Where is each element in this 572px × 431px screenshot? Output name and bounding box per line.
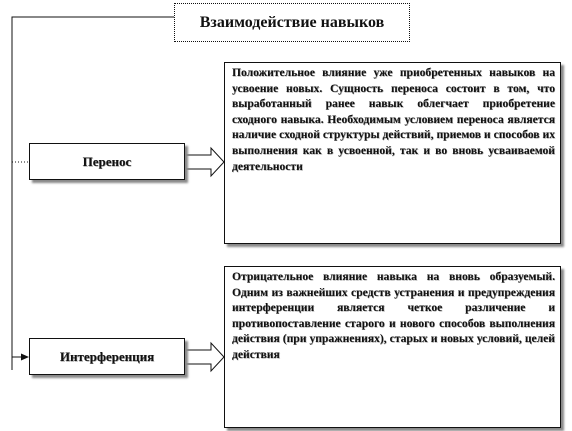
block-arrow-interference <box>185 343 224 371</box>
interference-description-box: Отрицательное влияние навыка на вновь образуемый. Одним из важнейших средств устранения и предупреждения интерференции является четкое различение и противопоставление старого и нового способов выполнения действия (при упражнениях), старых и новых условий, целей действия <box>224 266 561 428</box>
diagram-title: Взаимодействие навыков <box>174 3 410 42</box>
trunk-line <box>12 17 174 370</box>
transfer-description-box: Положительное влияние уже приобретенных навыков на усвоение новых. Сущность переноса состоит в том, что выработанный ранее навык облегчает приобретение сходного навыка. Необходимым условием переноса является наличие сходной структуры действий, приемов и способов их выполнения как в усвоенной, так и во вновь усваиваемой деятельности <box>224 62 561 244</box>
interference-label-box: Интерференция <box>29 338 185 375</box>
block-arrow-transfer <box>185 148 224 176</box>
arrowhead-icon <box>21 354 29 361</box>
transfer-label-box: Перенос <box>29 143 185 180</box>
